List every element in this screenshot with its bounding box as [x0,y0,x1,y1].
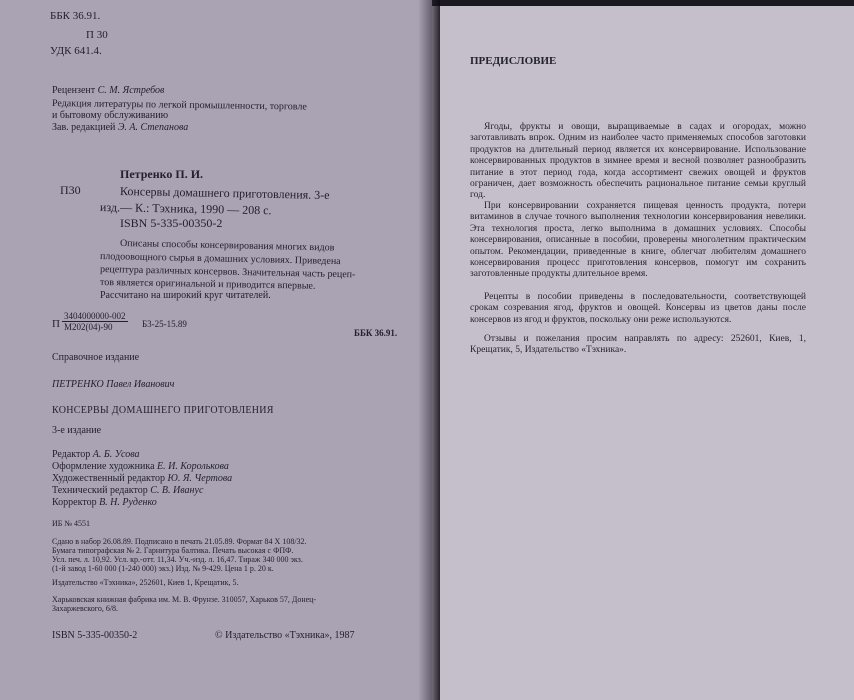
edition-number: 3-е издание [52,425,102,436]
ib-number: ИБ № 4551 [52,519,91,528]
preface-heading: ПРЕДИСЛОВИЕ [470,55,557,67]
udk-code: УДК 641.4. [50,45,102,57]
formula-tail: Б3-25-15.89 [142,319,187,329]
book-title-line-2: изд.— К.: Тэхника, 1990 — 208 с. [99,200,272,218]
abstract-line-4: тов является оригинальной и приводится впервые. [99,277,316,292]
bbk-code: ББК 36.91. [50,10,101,22]
reviewer-line: Рецензент С. М. Ястребов [52,85,165,96]
p30-code: П 30 [86,29,108,41]
editorial-line-1: Редакция литературы по легкой промышленности, торговле [51,98,307,113]
copyright-line: © Издательство «Тэхника», 1987 [215,630,355,641]
isbn-line: ISBN 5-335-00350-2 [120,216,223,230]
publisher-address: Издательство «Тэхника», 252601, Киев 1, Крещатик, 5. [52,578,239,587]
imprint-line-1: Сдано в набор 26.08.89. Подписано в печать 21.05.89. Формат 84 Х 108/32. [52,537,307,546]
author-full-name: ПЕТРЕНКО Павел Иванович [52,379,175,390]
book-spine-shadow [418,0,440,700]
printer-line-1: Харьковская книжная фабрика им. М. В. Фрунзе. 310057, Харьков 57, Донец- [52,595,317,604]
imprint-line-2: Бумага типографская № 2. Гарнитура балтика. Печать высокая с ФПФ. [52,546,294,555]
preface-paragraph-3: Рецепты в пособии приведены в последовательности, соответствующей срокам созревания ягод, фруктов и овощей. Консервы из цветов даны после консервов из ягод и фруктов, поскольку они реже используются. [470,292,806,325]
credit-proofreader: Корректор В. Н. Руденко [52,497,157,508]
formula-fraction [62,311,128,332]
abstract-line-3: рецептура различных консервов. Значительная часть рецеп- [99,264,356,281]
editorial-line-2: и бытовому обслуживанию [52,110,169,121]
formula-denominator: М202(04)-90 [64,322,113,332]
formula-numerator: 3404000000-002 [64,311,126,321]
imprint-line-4: (1-й завод 1-60 000 (1-240 000) экз.) Изд. № 9-429. Цена 1 р. 20 к. [52,564,274,573]
printer-line-2: Захаржевского, 6/8. [52,604,119,613]
isbn-bottom: ISBN 5-335-00350-2 [52,630,138,641]
credit-editor: Редактор А. Б. Усова [52,449,140,460]
head-editor-line: Зав. редакцией Э. А. Степанова [52,122,189,133]
credit-tech-editor: Технический редактор С. В. Иванус [52,485,204,496]
preface-paragraph-2: При консервировании сохраняется пищевая ценность продукта, потери витаминов в случае точного выполнения технологии консервирования невелики. Эта технология проста, легко выполнима в домашних условиях. Способы консервирования, описанные в пособии, проверены многолетним практическим опытом. Рекомендации, приведенные в книге, облегчат любителям домашнего консервирования процесс приготовления консервов, помогут им сохранить заготовленные продукты длительное время. [470,201,806,280]
book-title-line-1: Консервы домашнего приготовления. 3-е [119,184,330,203]
abstract-line-1: Описаны способы консервирования многих видов [119,238,335,254]
abstract-line-5: Рассчитано на широкий круг читателей. [100,290,271,301]
right-page [432,6,854,700]
credit-designer: Оформление художника Е. И. Королькова [52,461,229,472]
catalog-code: П30 [60,183,81,197]
imprint-line-3: Усл. печ. л. 10,92. Усл. кр.-отт. 11,34. Уч.-изд. л. 16,47. Тираж 340 000 экз. [52,555,303,564]
preface-paragraph-1: Ягоды, фрукты и овощи, выращиваемые в садах и огородах, можно заготавливать впрок. Одним из наиболее часто применяемых способов заготовки продуктов на длительный период является их консервирование. Использование консервированных продуктов в зимнее время и весной позволяет разнообразить питание в этот период года, когда ассортимент свежих овощей и фруктов ограничен, дает возможность обеспечить рациональное питание семьи круглый год. [470,122,806,201]
credit-art-editor: Художественный редактор Ю. Я. Чертова [52,473,233,484]
abstract-line-2: плодоовощного сырья в домашних условиях. Приведена [99,251,341,268]
reference-edition: Справочное издание [52,352,140,363]
author-name: Петренко П. И. [120,167,204,181]
preface-paragraph-4: Отзывы и пожелания просим направлять по адресу: 252601, Киев, 1, Крещатик, 5, Издательство «Тэхника». [470,334,806,356]
formula-prefix: П [52,318,60,330]
bbk-right: ББК 36.91. [354,328,398,338]
title-caps: КОНСЕРВЫ ДОМАШНЕГО ПРИГОТОВЛЕНИЯ [52,405,274,416]
